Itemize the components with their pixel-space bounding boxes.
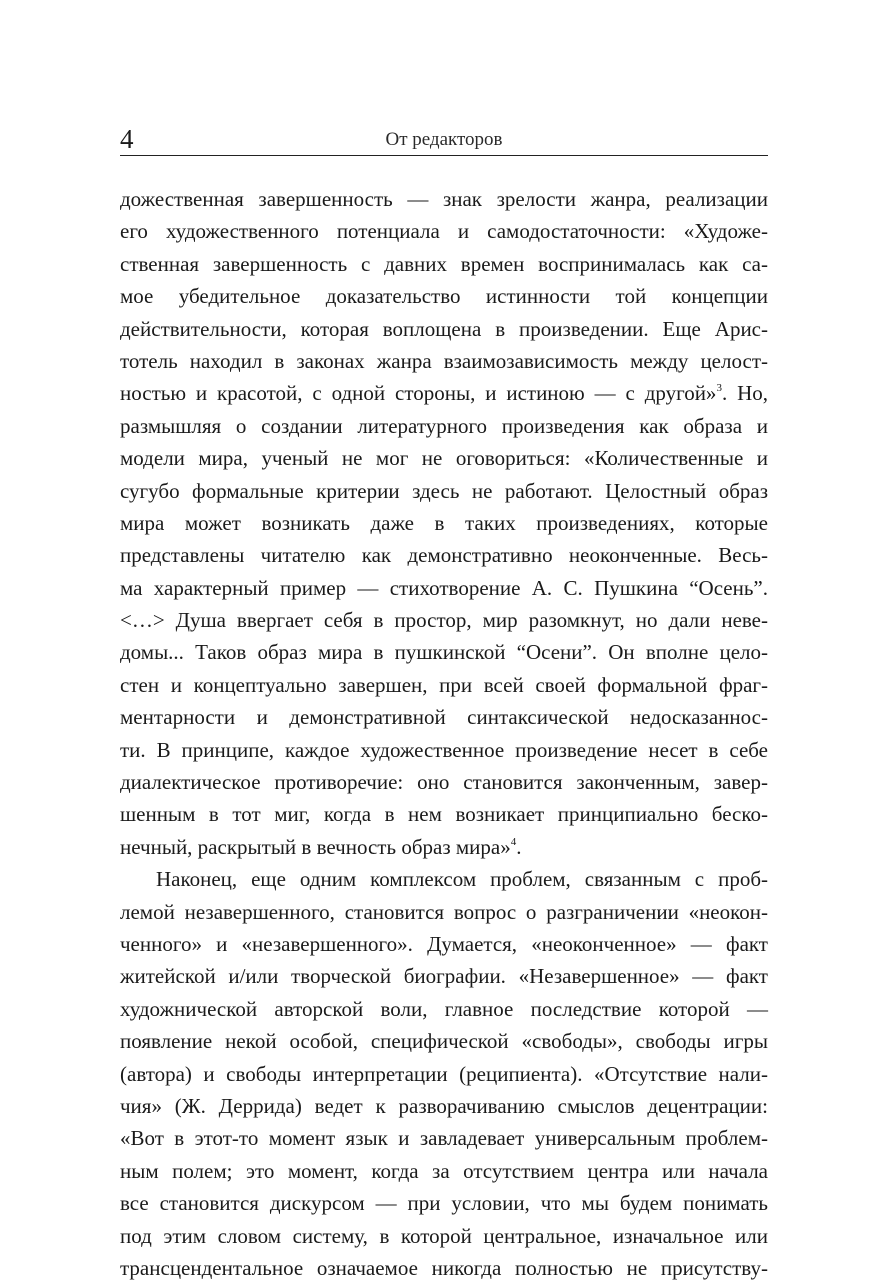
text-line: мира может возникать даже в таких произведениях, которые: [120, 510, 768, 535]
text-line: ментарности и демонстративной синтаксической недосказаннос-: [120, 705, 768, 730]
text-line: под этим словом систему, в которой центральное, изначальное или: [120, 1223, 768, 1248]
line-text: ностью и красотой, с одной стороны, и истиною — с другой»: [120, 381, 717, 406]
text-line: ти. В принципе, каждое художественное произведение несет в себе: [120, 737, 768, 762]
text-line: мое убедительное доказательство истинности той концепции: [120, 284, 768, 309]
text-line-with-footnote: [120, 831, 768, 863]
line-suffix: . Но,: [721, 381, 768, 406]
text-line: (автора) и свободы интерпретации (реципиента). «Отсутствие нали-: [120, 1061, 768, 1086]
text-line: диалектическое противоречие: оно становится законченным, завер-: [120, 770, 768, 795]
text-line: сугубо формальные критерии здесь не работают. Целостный образ: [120, 478, 768, 503]
text-line: все становится дискурсом — при условии, что мы будем понимать: [120, 1191, 768, 1216]
text-line: шенным в тот миг, когда в нем возникает принципиально беско-: [120, 802, 768, 827]
text-line: трансцендентальное означаемое никогда полностью не присутству-: [120, 1255, 768, 1280]
footnote-ref-4: 4: [510, 835, 517, 848]
text-line: ма характерный пример — стихотворение А. С. Пушкина “Осень”.: [120, 575, 768, 600]
text-line: дожественная завершенность — знак зрелости жанра, реализации: [120, 187, 768, 211]
text-line: его художественного потенциала и самодостаточности: «Художе-: [120, 219, 768, 244]
text-line: стен и концептуально завершен, при всей своей формальной фраг-: [120, 672, 768, 697]
text-line: ственная завершенность с давних времен воспринималась как са-: [120, 251, 768, 276]
text-line: действительности, которая воплощена в произведении. Еще Арис-: [120, 316, 768, 341]
line-text: нечный, раскрытый в вечность образ мира»: [120, 834, 511, 859]
text-line: тотель находил в законах жанра взаимозависимость между целост-: [120, 348, 768, 373]
text-line: художнической авторской воли, главное последствие которой —: [120, 996, 768, 1021]
text-line: Наконец, еще одним комплексом проблем, связанным с проб-: [156, 867, 768, 892]
text-line: модели мира, ученый не мог не оговориться: «Количественные и: [120, 446, 768, 471]
page-number: 4: [120, 124, 134, 154]
text-line: появление некой особой, специфической «свободы», свободы игры: [120, 1029, 768, 1054]
body-text: [120, 183, 768, 1284]
text-line: домы... Таков образ мира в пушкинской “Осени”. Он вполне цело-: [120, 640, 768, 665]
text-line: ным полем; это момент, когда за отсутствием центра или начала: [120, 1158, 768, 1183]
text-line-with-footnote: [120, 377, 768, 409]
text-line: ченного» и «незавершенного». Думается, «неоконченное» — факт: [120, 931, 768, 956]
line-suffix: .: [516, 834, 522, 859]
text-line: чия» (Ж. Деррида) ведет к разворачиванию смыслов децентрации:: [120, 1093, 768, 1118]
text-line: <…> Душа ввергает себя в простор, мир разомкнут, но дали неве-: [120, 608, 768, 633]
text-line: размышляя о создании литературного произведения как образа и: [120, 413, 768, 438]
running-header: [120, 124, 768, 156]
running-title: От редакторов: [385, 129, 503, 150]
header-rule: [120, 155, 768, 156]
text-line: житейской и/или творческой биографии. «Незавершенное» — факт: [120, 964, 768, 989]
text-line: «Вот в этот-то момент язык и завладевает универсальным проблем-: [120, 1126, 768, 1151]
footnote-ref-3: 3: [716, 382, 722, 395]
text-line: представлены читателю как демонстративно неоконченные. Весь-: [120, 543, 768, 568]
text-line: лемой незавершенного, становится вопрос о разграничении «неокон-: [120, 899, 768, 924]
